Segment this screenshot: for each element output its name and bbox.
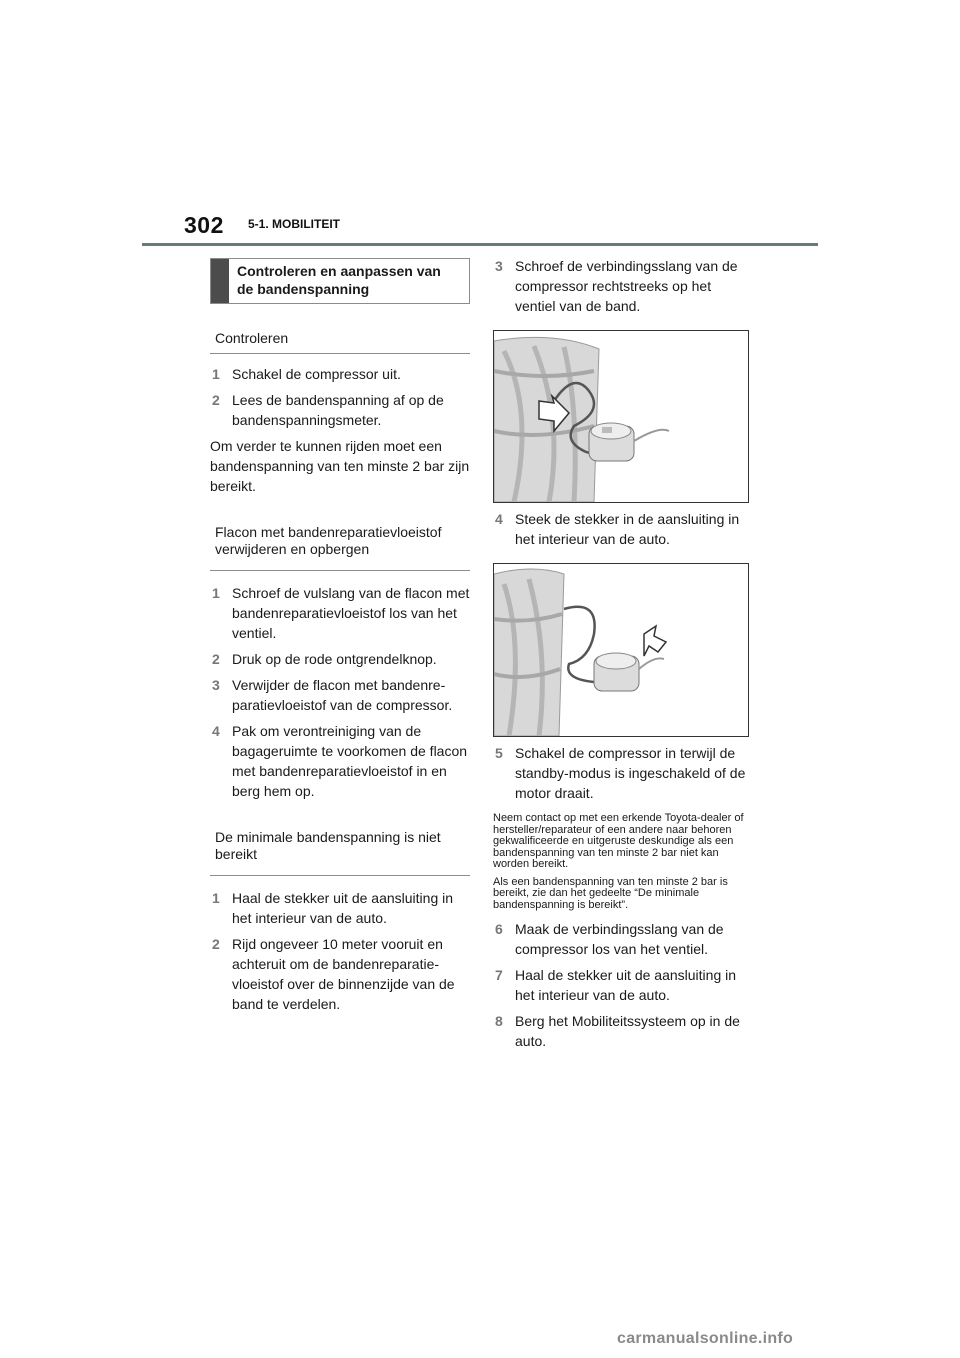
step-number: 4 xyxy=(212,723,220,739)
step-number: 5 xyxy=(495,745,503,761)
step-number: 8 xyxy=(495,1013,503,1029)
subheading-minimum-pressure: De minimale bandenspanning is niet bereikt xyxy=(210,825,470,876)
step-item xyxy=(210,364,470,384)
step-text: Haal de stekker uit de aansluiting in het interieur van de auto. xyxy=(515,967,737,1003)
step-number: 2 xyxy=(212,392,220,408)
step-text: Druk op de rode ontgrendelknop. xyxy=(232,651,437,667)
step-item xyxy=(210,649,470,669)
step-text: Steek de stekker in de aansluiting in het interieur van de auto. xyxy=(515,511,740,547)
heading-bar xyxy=(211,259,229,303)
step-text: Schroef de vulslang van de flacon met bandenreparatievloeistof los van het ventiel. xyxy=(232,585,470,641)
step-number: 4 xyxy=(495,511,503,527)
step-number: 3 xyxy=(495,258,503,274)
step-number: 2 xyxy=(212,651,220,667)
right-column xyxy=(493,256,749,1057)
step-item xyxy=(493,965,749,1005)
step-item xyxy=(493,743,749,803)
step-text: Schroef de verbindingsslang van de compressor rechtstreeks op het ventiel van de band. xyxy=(515,258,738,314)
step-text: Schakel de compressor uit. xyxy=(232,366,401,382)
section-title: 5-1. MOBILITEIT xyxy=(248,217,341,231)
step-item xyxy=(493,919,749,959)
section-heading: Controleren en aanpassen van de bandenspanning xyxy=(237,263,441,297)
step-text: Pak om verontreiniging van de bagageruimte te voorkomen de flacon met bandenreparatievloeistof in en berg hem op. xyxy=(232,723,468,799)
figure-plug-socket xyxy=(493,563,749,737)
note-text: Als een bandenspanning van ten minste 2 bar is bereikt, zie dan het gedeelte “De minimale bandenspanning is bereikt”. xyxy=(493,875,728,911)
step-item xyxy=(210,888,470,928)
step-number: 1 xyxy=(212,890,220,906)
step-item xyxy=(210,390,470,430)
paragraph: Om verder te kunnen rijden moet een bandenspanning van ten minste 2 bar zijn bereikt. xyxy=(210,438,470,494)
step-item xyxy=(493,256,749,316)
step-text: Berg het Mobiliteitssysteem op in de auto. xyxy=(515,1013,740,1049)
compressor-valve-illustration xyxy=(494,331,748,502)
page-number: 302 xyxy=(184,212,224,238)
left-column xyxy=(210,258,470,1020)
step-number: 6 xyxy=(495,921,503,937)
step-number: 1 xyxy=(212,585,220,601)
step-text: Schakel de compressor in terwijl de standby-modus is ingeschakeld of de motor draait. xyxy=(515,745,746,801)
header-divider xyxy=(142,243,818,246)
step-text: Verwijder de flacon met bandenreparatievloeistof van de compressor. xyxy=(232,677,453,713)
step-item xyxy=(210,721,470,801)
step-item xyxy=(210,934,470,1014)
step-number: 1 xyxy=(212,366,220,382)
note-text: Neem contact op met een erkende Toyota-dealer of hersteller/reparateur of een andere naar behoren gekwalificeerde en uitgeruste deskundige als een bandenspanning van ten minste 2 bar niet kan worden bereikt. xyxy=(493,812,744,870)
figure-hose-to-valve xyxy=(493,330,749,503)
step-number: 7 xyxy=(495,967,503,983)
step-text: Rijd ongeveer 10 meter vooruit en achteruit om de bandenreparatievloeistof over de binnenzijde van de band te verdelen. xyxy=(232,936,455,1012)
compressor-plug-illustration xyxy=(494,564,748,736)
step-text: Maak de verbindingsslang van de compressor los van het ventiel. xyxy=(515,921,724,957)
step-item xyxy=(493,1011,749,1051)
step-number: 3 xyxy=(212,677,220,693)
step-item xyxy=(210,675,470,715)
step-text: Haal de stekker uit de aansluiting in het interieur van de auto. xyxy=(232,890,454,926)
section-heading-box xyxy=(210,258,470,304)
subheading-flacon: Flacon met bandenreparatievloeistof verwijderen en opbergen xyxy=(210,520,470,571)
subheading-controleren: Controleren xyxy=(210,326,470,354)
step-item xyxy=(493,509,749,549)
step-item xyxy=(210,583,470,643)
step-number: 2 xyxy=(212,936,220,952)
step-text: Lees de bandenspanning af op de bandenspanningsmeter. xyxy=(232,392,444,428)
watermark: carmanualsonline.info xyxy=(617,1330,794,1347)
